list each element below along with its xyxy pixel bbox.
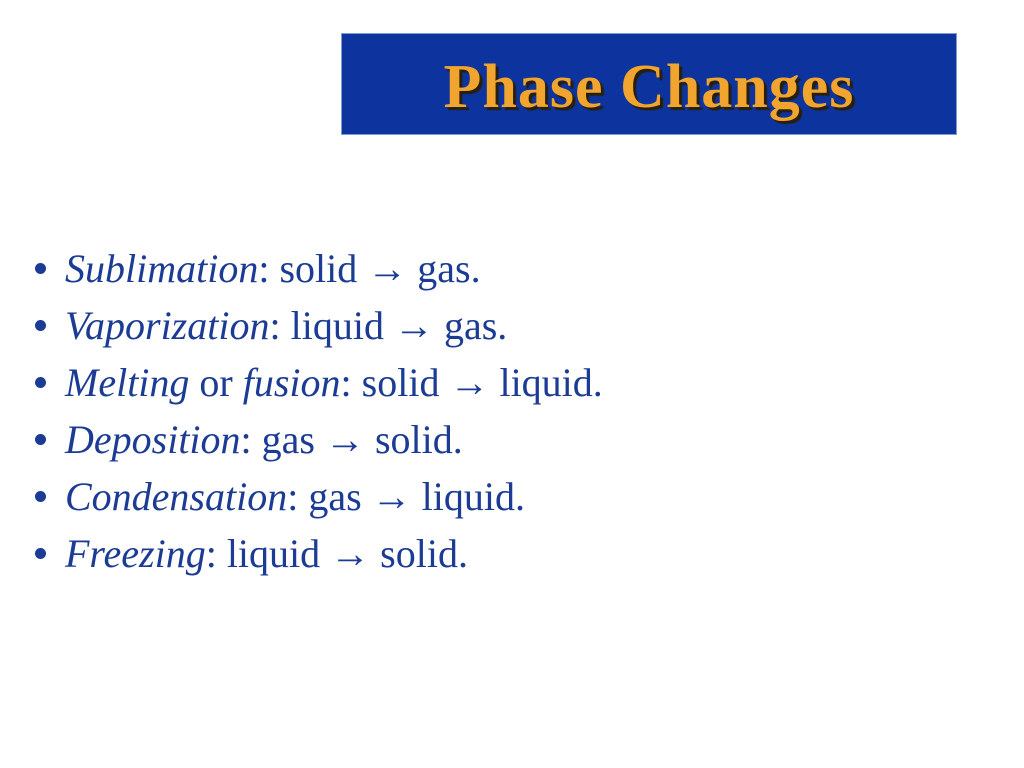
bullet-list [33,240,993,582]
term-text: Deposition [65,417,241,462]
definition-text: : liquid → gas. [269,303,508,348]
bullet-icon [35,377,46,388]
term-text: Freezing [65,531,206,576]
list-item [33,525,993,582]
list-item [33,468,993,525]
term-text: Sublimation [65,246,259,291]
bullet-icon [35,263,46,274]
list-item [33,411,993,468]
definition-text: : gas → liquid. [287,474,526,519]
list-item [33,297,993,354]
bullet-icon [35,434,46,445]
list-item [33,240,993,297]
term-text: Vaporization [65,303,270,348]
definition-text: : gas → solid. [240,417,463,462]
term-text: fusion [242,360,341,405]
term-text: Condensation [65,474,288,519]
definition-text: : liquid → solid. [205,531,468,576]
page-title: Phase Changes [443,52,855,121]
list-item [33,354,993,411]
title-bar [341,33,957,135]
bullet-icon [35,548,46,559]
bullet-icon [35,320,46,331]
definition-text: : solid → gas. [258,246,481,291]
definition-text: : solid → liquid. [340,360,603,405]
definition-text: or [189,360,243,405]
bullet-icon [35,491,46,502]
term-text: Melting [65,360,190,405]
